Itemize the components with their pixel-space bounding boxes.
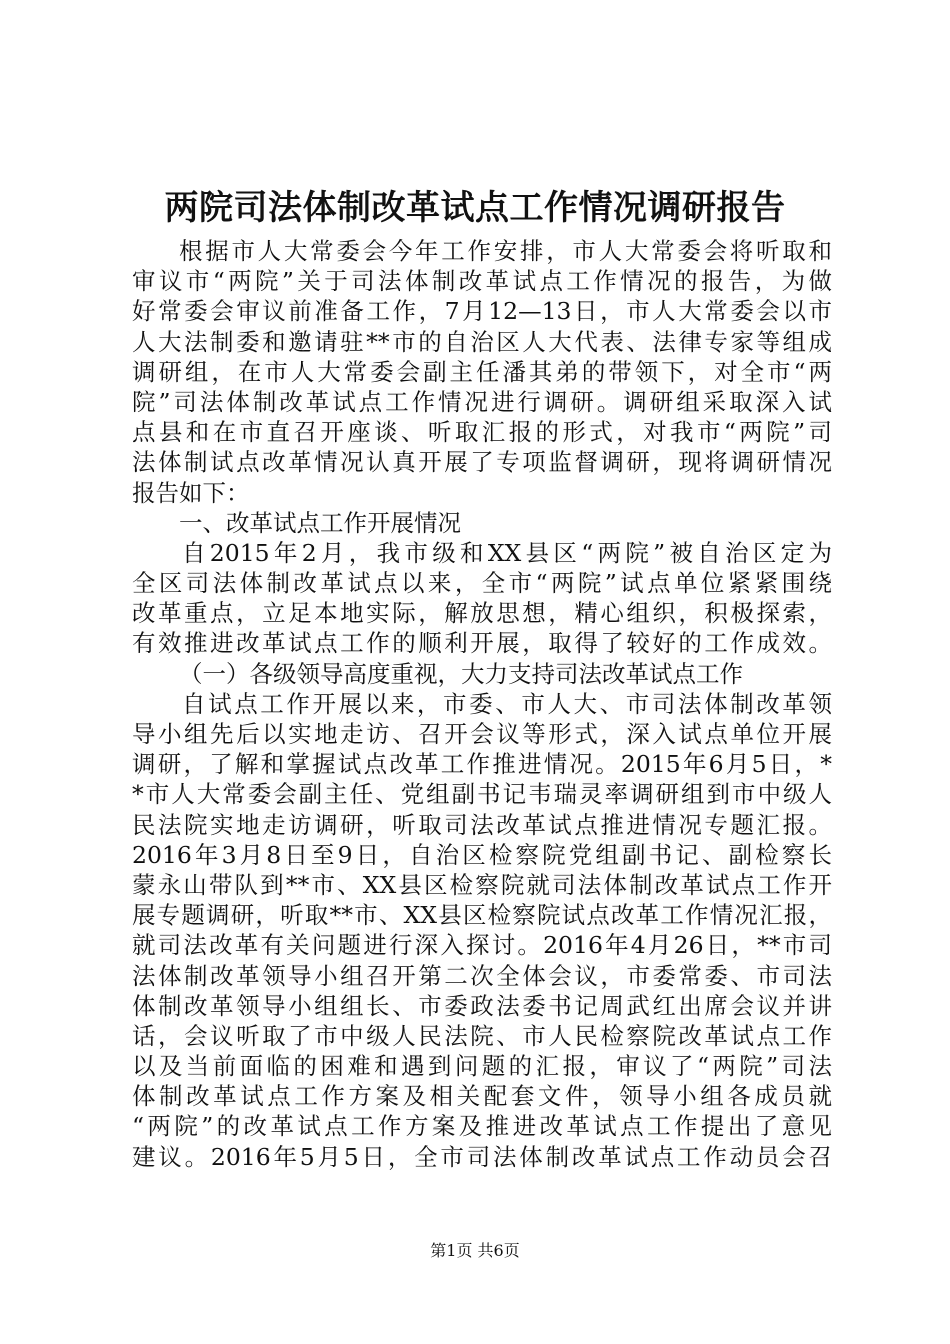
body-line: 人大法制委和邀请驻**市的自治区人大代表、法律专家等组成 [132, 327, 832, 356]
body-line: 民法院实地走访调研，听取司法改革试点推进情况专题汇报。 [132, 810, 832, 839]
body-line: 报告如下： [132, 478, 250, 507]
body-line: 自2015年2月，我市级和XX县区“两院”被自治区定为 [182, 538, 832, 567]
section-heading: 一、改革试点工作开展情况 [179, 508, 461, 537]
body-line: 法体制改革领导小组召开第二次全体会议，市委常委、市司法 [132, 961, 832, 990]
body-line: 审议市“两院”关于司法体制改革试点工作情况的报告，为做 [132, 267, 832, 296]
document-title: 两院司法体制改革试点工作情况调研报告 [164, 188, 786, 228]
body-line: 有效推进改革试点工作的顺利开展，取得了较好的工作成效。 [132, 629, 832, 658]
body-line: *市人大常委会副主任、党组副书记韦瑞灵率调研组到市中级人 [132, 780, 832, 809]
body-line: 建议。2016年5月5日，全市司法体制改革试点工作动员会召 [132, 1142, 832, 1171]
body-line: 调研组，在市人大常委会副主任潘其弟的带领下，对全市“两 [132, 357, 832, 386]
body-line: 全区司法体制改革试点以来，全市“两院”试点单位紧紧围绕 [132, 569, 832, 598]
body-line: 点县和在市直召开座谈、听取汇报的形式，对我市“两院”司 [132, 418, 832, 447]
page-footer: 第1页 共6页 [430, 1241, 520, 1260]
body-line: 2016年3月8日至9日，自治区检察院党组副书记、副检察长 [132, 840, 832, 869]
subsection-heading: （一）各级领导高度重视，大力支持司法改革试点工作 [179, 659, 743, 688]
body-line: “两院”的改革试点工作方案及推进改革试点工作提出了意见 [132, 1112, 832, 1141]
body-line: 自试点工作开展以来，市委、市人大、市司法体制改革领 [182, 689, 832, 718]
body-line: 根据市人大常委会今年工作安排，市人大常委会将听取和 [179, 237, 832, 265]
body-line: 法体制试点改革情况认真开展了专项监督调研，现将调研情况 [132, 448, 832, 477]
body-line: 话，会议听取了市中级人民法院、市人民检察院改革试点工作 [132, 1021, 832, 1050]
body-line: 体制改革试点工作方案及相关配套文件，领导小组各成员就 [132, 1082, 832, 1111]
body-line: 体制改革领导小组组长、市委政法委书记周武红出席会议并讲 [132, 991, 832, 1020]
document-body [132, 236, 832, 1172]
body-line: 展专题调研，听取**市、XX县区检察院试点改革工作情况汇报， [132, 901, 832, 930]
body-line: 以及当前面临的困难和遇到问题的汇报，审议了“两院”司法 [132, 1052, 832, 1081]
body-line: 导小组先后以实地走访、召开会议等形式，深入试点单位开展 [132, 720, 832, 748]
body-line: 调研，了解和掌握试点改革工作推进情况。2015年6月5日，* [132, 750, 832, 779]
body-line: 蒙永山带队到**市、XX县区检察院就司法体制改革试点工作开 [132, 870, 832, 899]
body-line: 院”司法体制改革试点工作情况进行调研。调研组采取深入试 [132, 387, 832, 416]
body-line: 就司法改革有关问题进行深入探讨。2016年4月26日，**市司 [132, 931, 832, 960]
body-line: 改革重点，立足本地实际，解放思想，精心组织，积极探索， [132, 599, 832, 628]
body-line: 好常委会审议前准备工作，7月12—13日，市人大常委会以市 [132, 297, 832, 326]
